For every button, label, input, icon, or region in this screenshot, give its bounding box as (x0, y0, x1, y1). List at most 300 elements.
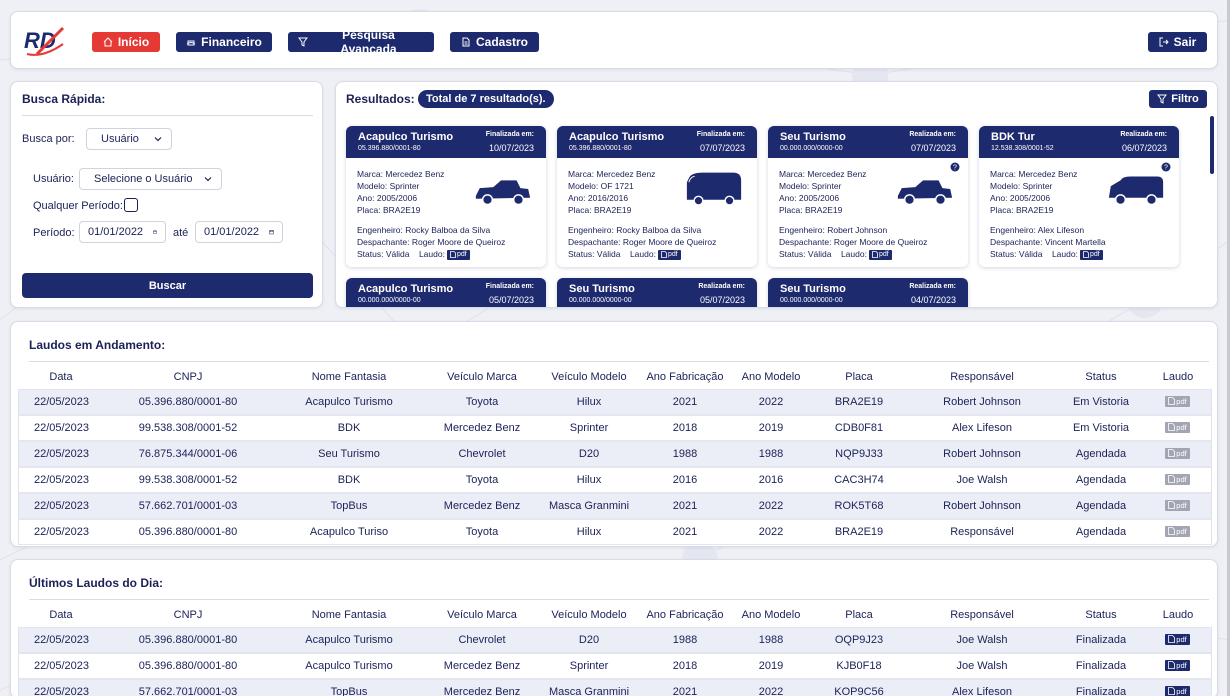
pickup-icon (472, 170, 534, 210)
table-cell: BRA2E19 (812, 389, 906, 415)
pdf-label: pdf (1176, 526, 1187, 536)
table-cell: 1988 (640, 627, 730, 653)
busca-por-value: Usuário (101, 133, 139, 145)
help-icon[interactable] (1161, 162, 1171, 172)
pdf-icon (1168, 687, 1175, 695)
pdf-download-button[interactable] (1165, 396, 1189, 407)
ultimos-laudos-panel (10, 559, 1218, 696)
table-cell: 22/05/2023 (18, 389, 104, 415)
pdf-icon (1168, 449, 1175, 457)
table-cell: 22/05/2023 (18, 493, 104, 519)
card-placa (357, 204, 420, 216)
column-header[interactable]: Placa (845, 371, 873, 383)
divider (29, 361, 1209, 362)
card-date: 07/07/2023 (910, 143, 956, 153)
home-icon (103, 37, 113, 47)
table-cell: Sprinter (538, 415, 640, 441)
nav-cadastro-button[interactable] (450, 32, 539, 52)
laudo-cell (1144, 493, 1212, 519)
table-cell: 2021 (640, 493, 730, 519)
result-card[interactable] (557, 278, 757, 308)
card-cnpj: 00.000.000/0000-00 (569, 297, 632, 304)
table-cell: Agendada (1058, 441, 1144, 467)
buscar-button[interactable]: Buscar (22, 273, 313, 298)
card-cnpj: 05.396.880/0001-80 (569, 145, 632, 152)
card-marca (990, 168, 1077, 180)
card-engenheiro-value: Alex Lifeson (1037, 225, 1085, 235)
table-cell: CDB0F81 (812, 415, 906, 441)
usuario-select[interactable] (79, 168, 222, 190)
card-modelo-value: Sprinter (1022, 181, 1053, 191)
pdf-icon (872, 251, 878, 258)
table-cell: Em Vistoria (1058, 415, 1144, 441)
pdf-download-button[interactable] (1165, 660, 1189, 671)
pdf-download-button[interactable] (1165, 448, 1189, 459)
table-cell: Finalizada (1058, 653, 1144, 679)
table-cell: 2022 (730, 519, 812, 545)
column-header[interactable]: Veículo Modelo (551, 609, 627, 621)
pdf-download-button[interactable] (1165, 422, 1189, 433)
card-marca (568, 168, 655, 180)
column-header[interactable]: Nome Fantasia (311, 609, 387, 621)
table-cell: Masca Granmini (538, 493, 640, 519)
column-header[interactable]: CNPJ (173, 609, 203, 621)
card-marca-label: Marca: (568, 169, 594, 179)
card-marca-value: Mercedez Benz (807, 169, 867, 179)
card-ano-value: 2005/2006 (798, 193, 840, 203)
column-header[interactable]: CNPJ (173, 371, 203, 383)
card-header (557, 126, 757, 158)
card-company-name: Seu Turismo (780, 283, 846, 295)
qualquer-periodo-label: Qualquer Período: (33, 200, 123, 212)
column-header[interactable]: Nome Fantasia (311, 371, 387, 383)
pdf-icon (1168, 423, 1175, 431)
column-header[interactable]: Data (49, 371, 73, 383)
card-cnpj: 00.000.000/0000-00 (780, 145, 843, 152)
table-cell: Acapulco Turiso (272, 519, 426, 545)
table-cell: 2018 (640, 653, 730, 679)
card-despachante-value: Roger Moore de Queiroz (411, 237, 506, 247)
card-ano (990, 192, 1050, 204)
pdf-download-button[interactable] (1165, 634, 1189, 645)
card-status-label: Status: (568, 249, 595, 259)
card-placa-value: BRA2E19 (383, 205, 421, 215)
busca-por-label: Busca por: (22, 133, 75, 145)
date-from-input[interactable] (79, 221, 166, 243)
column-header[interactable]: Status (1085, 371, 1117, 383)
card-placa (779, 204, 842, 216)
result-card[interactable] (346, 126, 546, 267)
pdf-icon (1168, 635, 1175, 643)
card-status-value: Válida (385, 249, 410, 259)
table-cell: Robert Johnson (906, 441, 1058, 467)
card-modelo-label: Modelo: (357, 181, 388, 191)
table-cell: Masca Granmini (538, 679, 640, 696)
card-placa-label: Placa: (568, 205, 592, 215)
column-header[interactable]: Responsável (950, 371, 1014, 383)
table-cell: 22/05/2023 (18, 653, 104, 679)
column-header[interactable]: Ano Modelo (741, 609, 801, 621)
card-status (568, 248, 681, 260)
result-card[interactable] (557, 126, 757, 267)
table-row[interactable] (18, 467, 1212, 493)
filter-icon (298, 37, 308, 47)
table-cell: Toyota (426, 467, 538, 493)
table-row[interactable] (18, 493, 1212, 519)
pdf-download-button[interactable] (658, 250, 681, 260)
card-status-label: Realizada em: (698, 283, 745, 290)
table-cell: 22/05/2023 (18, 679, 104, 696)
table-cell: Toyota (426, 519, 538, 545)
table-cell: 2022 (730, 389, 812, 415)
column-header[interactable]: Responsável (950, 609, 1014, 621)
card-ano (357, 192, 417, 204)
table-cell: 22/05/2023 (18, 415, 104, 441)
andamento-table (18, 365, 1212, 545)
nav-inicio-button[interactable] (92, 32, 160, 52)
table-row[interactable] (18, 519, 1212, 545)
table-cell: TopBus (272, 493, 426, 519)
svg-text:RD: RD (24, 28, 56, 53)
card-ano (779, 192, 839, 204)
laudo-cell (1144, 679, 1212, 696)
table-cell: KJB0F18 (812, 653, 906, 679)
pdf-icon (661, 251, 667, 258)
card-marca-value: Mercedez Benz (596, 169, 656, 179)
column-header[interactable]: Placa (845, 609, 873, 621)
column-header[interactable]: Data (49, 609, 73, 621)
table-cell: Joe Walsh (906, 467, 1058, 493)
table-cell: 99.538.308/0001-52 (104, 467, 272, 493)
table-row[interactable] (18, 415, 1212, 441)
card-placa-label: Placa: (779, 205, 803, 215)
pdf-label: pdf (878, 250, 889, 258)
table-cell: 1988 (640, 441, 730, 467)
card-status-value: Válida (1018, 249, 1043, 259)
card-date: 07/07/2023 (699, 143, 745, 153)
card-despachante-label: Despachante: (990, 237, 1043, 247)
card-modelo (357, 180, 419, 192)
nav-pesquisa-button[interactable] (288, 28, 434, 56)
ultimos-table (18, 603, 1212, 696)
card-company-name: Acapulco Turismo (569, 131, 665, 143)
table-cell: 2018 (640, 415, 730, 441)
table-cell: 2021 (640, 519, 730, 545)
table-cell: 05.396.880/0001-80 (104, 389, 272, 415)
table-cell: 76.875.344/0001-06 (104, 441, 272, 467)
laudo-cell (1144, 653, 1212, 679)
pdf-download-button[interactable] (1165, 686, 1189, 696)
card-company-name: Acapulco Turismo (358, 131, 454, 143)
card-header (346, 126, 546, 158)
card-status (357, 248, 470, 260)
card-company-name: BDK Tur (991, 131, 1035, 143)
table-cell: Joe Walsh (906, 653, 1058, 679)
card-status-label: Status: (779, 249, 806, 259)
table-cell: Sprinter (538, 653, 640, 679)
card-modelo (779, 180, 841, 192)
pickup-icon (894, 170, 956, 210)
divider (29, 599, 1209, 600)
card-cnpj: 00.000.000/0000-00 (780, 297, 843, 304)
card-header (346, 278, 546, 308)
column-header[interactable]: Ano Fabricação (646, 609, 724, 621)
table-cell: 05.396.880/0001-80 (104, 653, 272, 679)
card-status-label: Realizada em: (909, 283, 956, 290)
pdf-label: pdf (1176, 422, 1187, 432)
pdf-icon (1083, 251, 1089, 258)
table-row[interactable] (18, 653, 1212, 679)
card-company-name: Seu Turismo (569, 283, 635, 295)
pdf-label: pdf (456, 250, 467, 258)
table-cell: Hilux (538, 467, 640, 493)
table-cell: D20 (538, 627, 640, 653)
card-despachante-label: Despachante: (568, 237, 621, 247)
card-modelo-value: OF 1721 (600, 181, 634, 191)
card-marca (779, 168, 866, 180)
card-placa (990, 204, 1053, 216)
table-cell: Alex Lifeson (906, 415, 1058, 441)
column-header[interactable]: Status (1085, 609, 1117, 621)
card-engenheiro (779, 224, 887, 236)
laudo-cell (1144, 389, 1212, 415)
card-cnpj: 00.000.000/0000-00 (358, 297, 421, 304)
busca-title: Busca Rápida: (22, 92, 106, 106)
results-scrollbar[interactable] (1210, 116, 1214, 174)
table-row[interactable] (18, 627, 1212, 653)
result-card[interactable] (768, 278, 968, 308)
card-date: 10/07/2023 (488, 143, 534, 153)
table-cell: Responsável (906, 519, 1058, 545)
table-cell: Mercedez Benz (426, 415, 538, 441)
pdf-icon (1168, 475, 1175, 483)
pdf-icon (1168, 527, 1175, 535)
card-placa-value: BRA2E19 (805, 205, 843, 215)
chevron-down-icon (153, 134, 163, 144)
table-cell: KOP9C56 (812, 679, 906, 696)
laudo-cell (1144, 441, 1212, 467)
nav-pesquisa-label: Pesquisa Avançada (340, 28, 397, 56)
card-company-name: Acapulco Turismo (358, 283, 454, 295)
column-header[interactable]: Laudo (1162, 371, 1194, 383)
table-cell: 2019 (730, 415, 812, 441)
table-cell: 99.538.308/0001-52 (104, 415, 272, 441)
table-cell: CAC3H74 (812, 467, 906, 493)
table-cell: 57.662.701/0001-03 (104, 493, 272, 519)
money-icon (186, 37, 196, 47)
nav-financeiro-button[interactable] (176, 32, 272, 52)
ate-label: até (173, 227, 189, 239)
svg-text:?: ? (1164, 164, 1168, 172)
results-count-badge: Total de 7 resultado(s). (418, 90, 554, 108)
card-engenheiro-label: Engenheiro: (357, 225, 403, 235)
table-cell: 2016 (640, 467, 730, 493)
card-laudo-label: Laudo: (418, 249, 445, 259)
card-modelo-value: Sprinter (389, 181, 420, 191)
bus-icon (683, 170, 745, 210)
card-despachante-label: Despachante: (357, 237, 410, 247)
usuario-label: Usuário: (33, 173, 74, 185)
column-header[interactable]: Veículo Marca (447, 371, 517, 383)
laudo-cell (1144, 519, 1212, 545)
table-cell: 2021 (640, 389, 730, 415)
card-ano-value: 2005/2006 (376, 193, 418, 203)
column-header[interactable]: Laudo (1162, 609, 1194, 621)
card-status-label: Realizada em: (909, 131, 956, 138)
chevron-down-icon (203, 174, 213, 184)
filtro-button[interactable] (1149, 90, 1207, 108)
table-cell: 2019 (730, 653, 812, 679)
card-despachante (779, 236, 927, 248)
card-date: 06/07/2023 (1121, 143, 1167, 153)
card-header (768, 126, 968, 158)
table-cell: 1988 (730, 441, 812, 467)
table-cell: Agendada (1058, 519, 1144, 545)
table-cell: Hilux (538, 389, 640, 415)
table-cell: D20 (538, 441, 640, 467)
table-cell: OQP9J23 (812, 627, 906, 653)
logout-icon (1159, 37, 1169, 47)
table-cell: TopBus (272, 679, 426, 696)
pdf-download-button[interactable] (869, 250, 892, 260)
card-status-label: Realizada em: (1120, 131, 1167, 138)
table-cell: Agendada (1058, 493, 1144, 519)
card-ano-label: Ano: (779, 193, 797, 203)
pdf-label: pdf (1176, 634, 1187, 644)
result-card[interactable] (979, 126, 1179, 267)
table-cell: Agendada (1058, 467, 1144, 493)
resultados-panel (335, 81, 1218, 308)
pdf-icon (450, 251, 456, 258)
pdf-icon (1168, 397, 1175, 405)
logout-label: Sair (1173, 35, 1197, 49)
card-marca-value: Mercedez Benz (1018, 169, 1078, 179)
table-cell: Em Vistoria (1058, 389, 1144, 415)
table-row[interactable] (18, 679, 1212, 696)
pdf-label: pdf (667, 250, 678, 258)
card-laudo-label: Laudo: (840, 249, 867, 259)
table-cell: Seu Turismo (272, 441, 426, 467)
card-status-label: Finalizada em: (485, 131, 534, 138)
busca-por-select[interactable] (86, 128, 172, 150)
table-cell: 05.396.880/0001-80 (104, 519, 272, 545)
card-laudo-label: Laudo: (629, 249, 656, 259)
card-modelo-value: Sprinter (811, 181, 842, 191)
card-engenheiro-label: Engenheiro: (568, 225, 614, 235)
table-cell: 2022 (730, 493, 812, 519)
table-cell: Acapulco Turismo (272, 389, 426, 415)
table-cell: Chevrolet (426, 441, 538, 467)
pdf-download-button[interactable] (1165, 474, 1189, 485)
result-card[interactable] (768, 126, 968, 267)
andamento-title: Laudos em Andamento: (29, 338, 166, 352)
divider (22, 115, 313, 116)
table-cell: Acapulco Turismo (272, 627, 426, 653)
table-cell: ROK5T68 (812, 493, 906, 519)
card-despachante (990, 236, 1106, 248)
pdf-icon (1168, 501, 1175, 509)
card-ano-label: Ano: (990, 193, 1008, 203)
table-cell: 22/05/2023 (18, 519, 104, 545)
card-despachante (568, 236, 716, 248)
card-header (557, 278, 757, 308)
card-placa-value: BRA2E19 (594, 205, 632, 215)
date-to-input[interactable] (195, 221, 283, 243)
card-engenheiro (357, 224, 490, 236)
rd-logo[interactable] (23, 24, 67, 58)
pdf-download-button[interactable] (1165, 526, 1189, 537)
card-placa-label: Placa: (990, 205, 1014, 215)
pdf-label: pdf (1176, 396, 1187, 406)
card-ano-value: 2016/2016 (587, 193, 629, 203)
card-placa-value: BRA2E19 (1016, 205, 1054, 215)
pdf-download-button[interactable] (447, 250, 470, 260)
card-status-label: Status: (990, 249, 1017, 259)
calendar-icon (153, 227, 157, 237)
table-cell: Joe Walsh (906, 627, 1058, 653)
svg-text:?: ? (953, 164, 957, 172)
column-header[interactable]: Ano Fabricação (646, 371, 724, 383)
laudos-andamento-panel (10, 321, 1218, 547)
card-engenheiro-value: Rocky Balboa da Silva (616, 225, 702, 235)
pdf-download-button[interactable] (1165, 500, 1189, 511)
table-cell: 05.396.880/0001-80 (104, 627, 272, 653)
card-modelo-label: Modelo: (779, 181, 810, 191)
table-cell: 22/05/2023 (18, 441, 104, 467)
table-cell: Mercedez Benz (426, 679, 538, 696)
logout-button[interactable] (1148, 32, 1207, 52)
card-company-name: Seu Turismo (780, 131, 846, 143)
card-marca (357, 168, 444, 180)
card-ano-label: Ano: (357, 193, 375, 203)
pdf-label: pdf (1089, 250, 1100, 258)
card-despachante-value: Roger Moore de Queiroz (833, 237, 928, 247)
table-cell: 57.662.701/0001-03 (104, 679, 272, 696)
card-status-label: Status: (357, 249, 384, 259)
card-placa-label: Placa: (357, 205, 381, 215)
nav-cadastro-label: Cadastro (475, 35, 528, 49)
card-despachante-label: Despachante: (779, 237, 832, 247)
column-header[interactable]: Ano Modelo (741, 371, 801, 383)
card-header (768, 278, 968, 308)
table-cell: Robert Johnson (906, 493, 1058, 519)
table-row[interactable] (18, 389, 1212, 415)
result-card[interactable] (346, 278, 546, 308)
card-date: 05/07/2023 (488, 295, 534, 305)
table-row[interactable] (18, 441, 1212, 467)
pdf-label: pdf (1176, 660, 1187, 670)
card-status-value: Válida (596, 249, 621, 259)
table-cell: 22/05/2023 (18, 467, 104, 493)
pdf-icon (1168, 661, 1175, 669)
help-icon[interactable] (950, 162, 960, 172)
filter-icon (1157, 94, 1167, 104)
column-header[interactable]: Veículo Marca (447, 609, 517, 621)
card-ano-label: Ano: (568, 193, 586, 203)
card-placa (568, 204, 631, 216)
table-cell: BRA2E19 (812, 519, 906, 545)
card-modelo (990, 180, 1052, 192)
pdf-download-button[interactable] (1080, 250, 1103, 260)
column-header[interactable]: Veículo Modelo (551, 371, 627, 383)
busca-rapida-panel (10, 81, 323, 308)
card-cnpj: 05.396.880/0001-80 (358, 145, 421, 152)
qualquer-periodo-checkbox[interactable] (124, 198, 138, 212)
card-date: 04/07/2023 (910, 295, 956, 305)
table-cell: Finalizada (1058, 627, 1144, 653)
card-engenheiro (990, 224, 1084, 236)
resultados-title: Resultados: (346, 92, 415, 106)
